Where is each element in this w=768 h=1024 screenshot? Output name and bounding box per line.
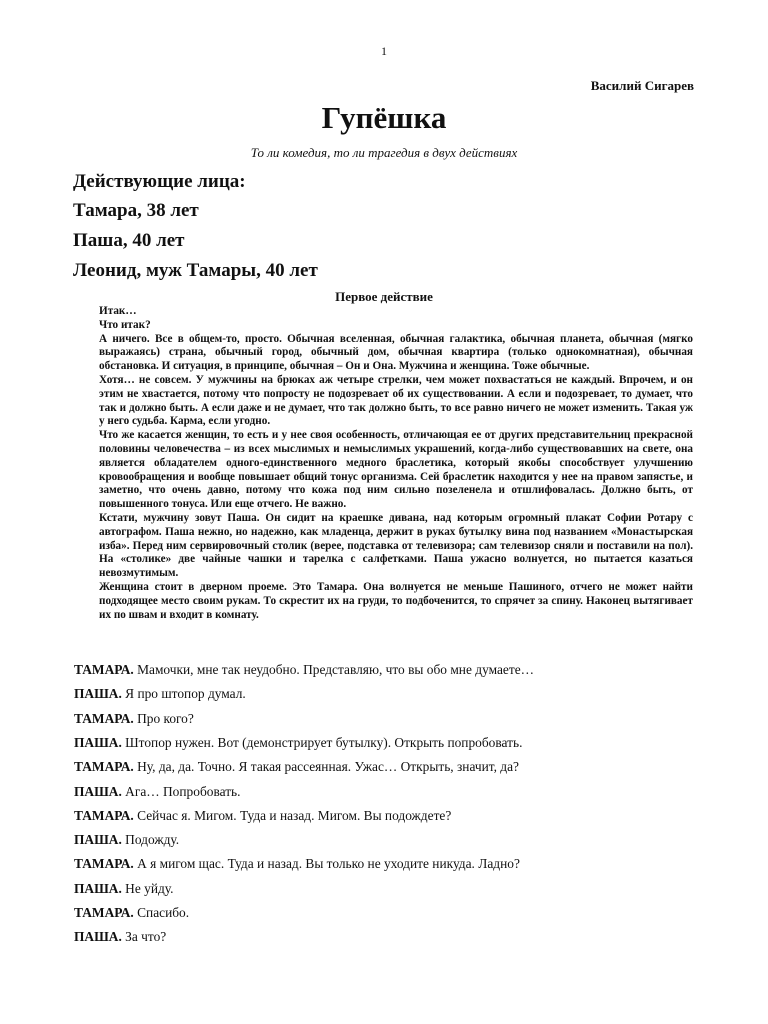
- stage-paragraph: Кстати, мужчину зовут Паша. Он сидит на краешке дивана, над которым огромный плакат Софии Ротару с автографом. Паша нежно, но надежно, как младенца, держит в руках бутылку вина под названием «Монастырская изба». Перед ним сервировочный столик (верее, подставка от телевизора; сам телевизор сняли и поставили на пол). На «столике» две чайные чашки и тарелка с салфетками. Паша ужасно волнуется, но пытается казаться невозмутимым.: [99, 511, 693, 580]
- speaker-name: ТАМАРА.: [74, 662, 134, 677]
- line-text: Сейчас я. Мигом. Туда и назад. Мигом. Вы подождете?: [137, 808, 452, 823]
- speaker-name: ПАША.: [74, 735, 122, 750]
- dialogue-line: [74, 759, 519, 775]
- line-text: Я про штопор думал.: [125, 686, 246, 701]
- cast-member-pasha: Паша, 40 лет: [73, 230, 185, 251]
- dialogue-line: [74, 662, 534, 678]
- stage-paragraph: А ничего. Все в общем-то, просто. Обычная вселенная, обычная галактика, обычная планета, обычная (мягко выражаясь) страна, обычный город, обычный дом, обычная квартира (только однокомнатная), обычная обстановка. И ситуация, в принципе, обычная – Он и Она. Мужчина и женщина. Тоже обычные.: [99, 332, 693, 373]
- speaker-name: ТАМАРА.: [74, 759, 134, 774]
- line-text: Про кого?: [137, 711, 194, 726]
- dialogue-line: [74, 808, 451, 824]
- line-text: А я мигом щас. Туда и назад. Вы только не уходите никуда. Ладно?: [137, 856, 520, 871]
- stage-paragraph: Хотя… не совсем. У мужчины на брюках аж четыре стрелки, чем может похвастаться не каждый. Впрочем, и он этим не хвастается, потому что попросту не подозревает об их существовании. А если и подозревает, то думает, что так и должно быть. А если даже и не думает, что так должно быть, то все равно ничего не может изменить. Такая уж у него судьба. Карма, если угодно.: [99, 373, 693, 428]
- dialogue-line: [74, 832, 179, 848]
- cast-header: Действующие лица:: [73, 171, 246, 192]
- dialogue-line: [74, 881, 174, 897]
- dialogue-line: [74, 784, 241, 800]
- dialogue-line: [74, 905, 189, 921]
- line-text: Штопор нужен. Вот (демонстрирует бутылку). Открыть попробовать.: [125, 735, 523, 750]
- play-title: Гупёшка: [321, 100, 447, 135]
- speaker-name: ТАМАРА.: [74, 856, 134, 871]
- dialogue-line: [74, 686, 246, 702]
- speaker-name: ТАМАРА.: [74, 808, 134, 823]
- author-name: Василий Сигарев: [590, 78, 694, 93]
- stage-directions: [99, 305, 693, 622]
- dialogue-line: [74, 856, 520, 872]
- line-text: Ага… Попробовать.: [125, 784, 241, 799]
- speaker-name: ТАМАРА.: [74, 711, 134, 726]
- dialogue-line: [74, 711, 194, 727]
- stage-paragraph: Что итак?: [99, 318, 151, 331]
- stage-paragraph: Женщина стоит в дверном проеме. Это Тамара. Она волнуется не меньше Пашиного, отчего не может найти подходящее место своим рукам. То скрестит их на груди, то подбоченится, то спрячет за спину. Наконец вытягивает их по швам и входит в комнату.: [99, 580, 693, 621]
- speaker-name: ПАША.: [74, 881, 122, 896]
- speaker-name: ПАША.: [74, 686, 122, 701]
- speaker-name: ПАША.: [74, 784, 122, 799]
- stage-paragraph: Что же касается женщин, то есть и у нее своя особенность, отличающая ее от других представительниц прекрасной половины человечества – из всех мыслимых и немыслимых украшений, когда-либо существовавших на свете, она является обладателем одного-единственного медного браслетика, который якобы способствует улучшению кровообращения и вообще повышает общий тонус организма. Сей браслетик находится у нее на правом запястье, и заметно, что очень давно, потому что кожа под ним сильно позеленела и отшлифовалась. Должно быть, от повышенного тонуса. Или еще отчего. Не важно.: [99, 429, 693, 511]
- line-text: Не уйду.: [125, 881, 174, 896]
- dialogue-line: [74, 929, 166, 945]
- speaker-name: ПАША.: [74, 929, 122, 944]
- cast-member-leonid: Леонид, муж Тамары, 40 лет: [73, 260, 318, 281]
- play-subtitle: То ли комедия, то ли трагедия в двух действиях: [250, 145, 518, 160]
- act-title: Первое действие: [335, 289, 433, 304]
- dialogue-line: [74, 735, 522, 751]
- line-text: Мамочки, мне так неудобно. Представляю, что вы обо мне думаете…: [137, 662, 535, 677]
- speaker-name: ПАША.: [74, 832, 122, 847]
- page-number: 1: [381, 44, 387, 58]
- line-text: Спасибо.: [137, 905, 190, 920]
- line-text: За что?: [125, 929, 167, 944]
- line-text: Подожду.: [125, 832, 180, 847]
- line-text: Ну, да, да. Точно. Я такая рассеянная. Ужас… Открыть, значит, да?: [137, 759, 519, 774]
- cast-member-tamara: Тамара, 38 лет: [73, 200, 199, 221]
- stage-paragraph: Итак…: [99, 305, 137, 317]
- speaker-name: ТАМАРА.: [74, 905, 134, 920]
